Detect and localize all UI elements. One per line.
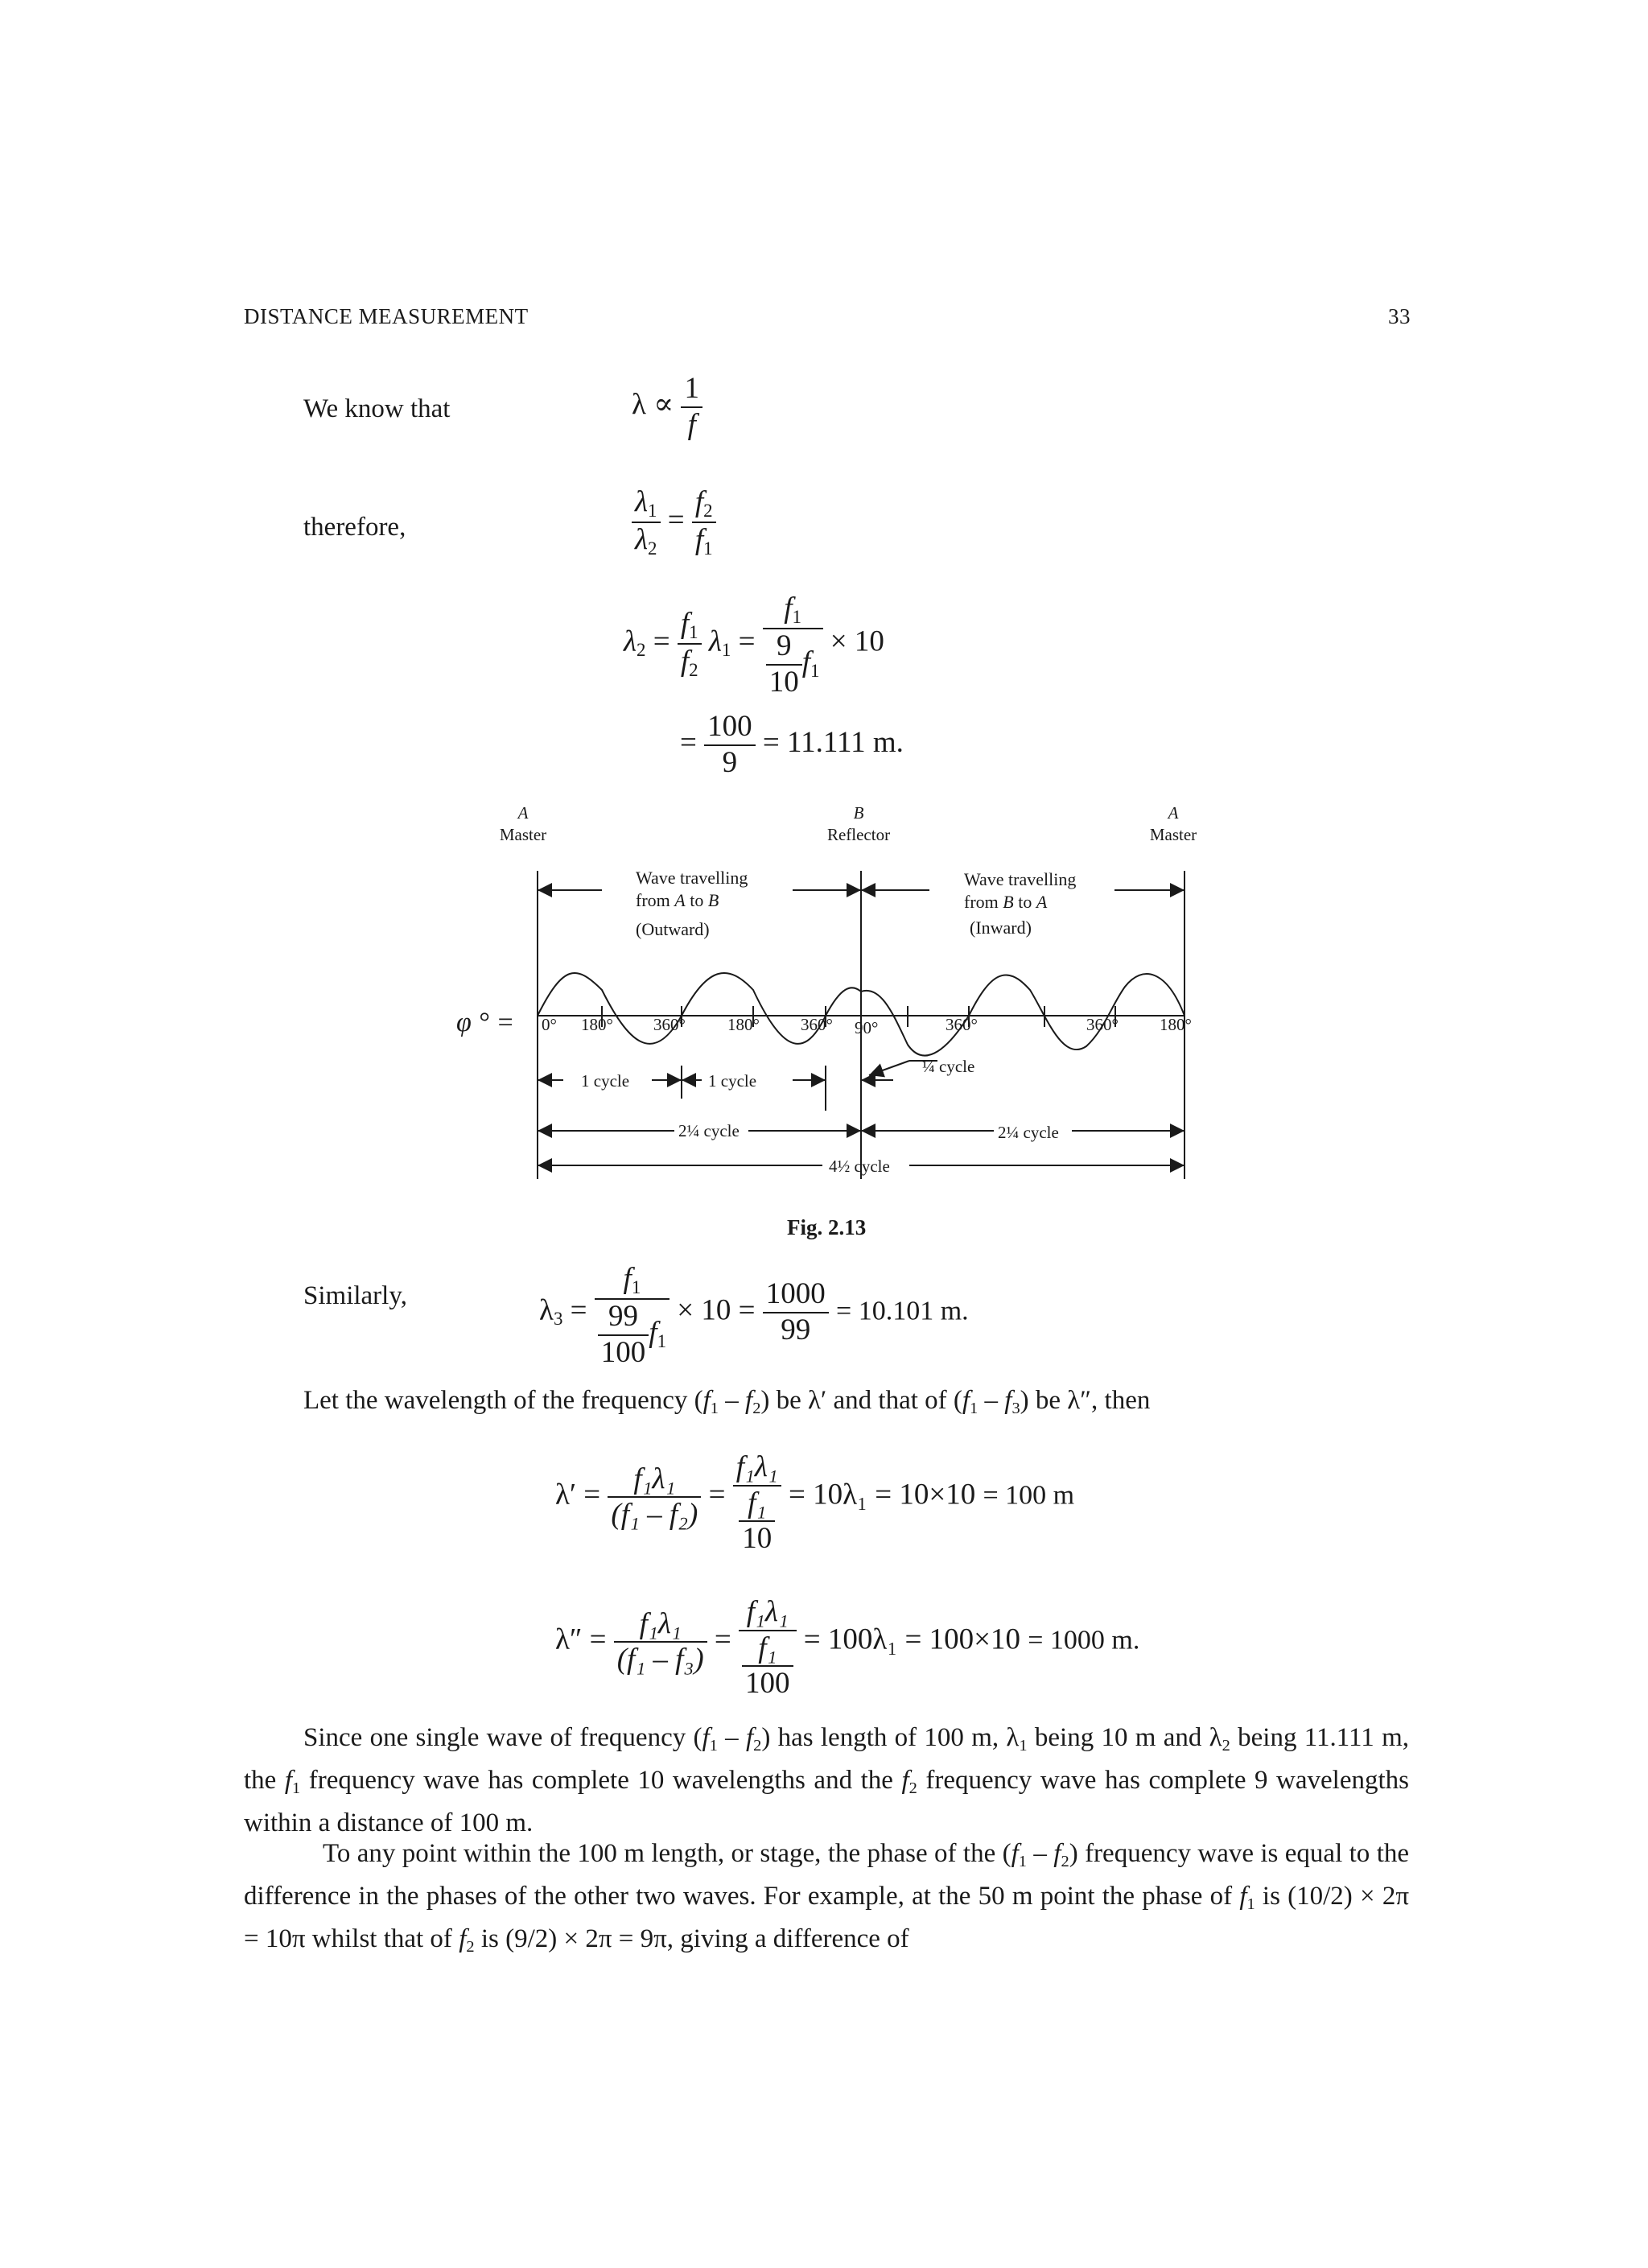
inward-line1: Wave travelling xyxy=(964,869,1077,889)
eq3-big-num-sub: 1 xyxy=(792,606,801,627)
p2-c: – xyxy=(1027,1839,1054,1868)
eq3-fn-sym: f xyxy=(680,606,690,640)
eq5-inner-frac xyxy=(598,1300,649,1370)
let-t2: – xyxy=(719,1386,746,1415)
eq3-fd-sym: f xyxy=(680,644,690,678)
eq5-times: × 10 xyxy=(677,1293,731,1327)
eq3-inner-f-sub: 1 xyxy=(810,661,820,682)
p2-hs: 2 xyxy=(466,1938,475,1957)
phase-label-360b: 360° xyxy=(801,1015,833,1034)
left-span-label: 2¼ cycle xyxy=(678,1121,740,1140)
outward-from-a: A xyxy=(674,890,686,910)
phase-label-360d: 360° xyxy=(1086,1015,1119,1034)
eq7-frac-1 xyxy=(614,1607,707,1677)
eq2-n2-sym: f xyxy=(694,485,704,518)
eq3-mid-sub: 1 xyxy=(721,640,731,661)
p2-bs: 1 xyxy=(1018,1853,1028,1871)
station-b-letter: B xyxy=(853,803,864,823)
p2-g: is (10/2) × 2π = 10π whilst that of xyxy=(244,1882,1409,1954)
outward-line1: Wave travelling xyxy=(636,868,748,888)
eq7-inner-den: 100 xyxy=(745,1667,790,1701)
let-f3: f xyxy=(962,1386,970,1415)
eq7-den2 xyxy=(739,1631,797,1701)
eq7-equals: = xyxy=(714,1623,731,1656)
quarter-pointer xyxy=(869,1061,909,1075)
eq2-n2-sub: 2 xyxy=(703,500,713,521)
eq3-inner-den: 10 xyxy=(768,665,799,699)
phase-label-90: 90° xyxy=(855,1018,879,1037)
eq6-inner-den: 10 xyxy=(742,1522,772,1556)
equation-lambda-double-prime xyxy=(555,1595,1139,1701)
equation-lambda3 xyxy=(539,1262,969,1370)
p1-f: being 10 m and λ xyxy=(1027,1723,1222,1752)
outward-line2 xyxy=(636,890,719,910)
eq7-num: f₁λ₁ xyxy=(614,1607,707,1643)
eq1-den-f: f xyxy=(687,407,696,441)
eq2-d2-sub: 1 xyxy=(703,538,713,559)
eq5-big-num-sub: 1 xyxy=(631,1276,641,1297)
p2-ds: 2 xyxy=(1061,1853,1069,1871)
inward-wave-curve xyxy=(861,974,1184,1055)
eq3-equals-1: = xyxy=(653,625,670,658)
eq6-inner-frac xyxy=(739,1487,775,1557)
eq7-num2: f₁λ₁ xyxy=(739,1595,797,1631)
let-s2: 2 xyxy=(752,1400,761,1418)
eq5-big-num-sym: f xyxy=(623,1262,632,1295)
let-t3: ) be λ′ and that of ( xyxy=(760,1386,962,1415)
eq3-big-num-sym: f xyxy=(784,592,793,625)
outward-line3: (Outward) xyxy=(636,919,710,939)
eq5-equals-1: = xyxy=(570,1293,587,1327)
equation-lambda-prime xyxy=(555,1450,1074,1557)
eq7-frac-2 xyxy=(739,1595,797,1701)
let-t4: – xyxy=(978,1386,1005,1415)
p1-es: 1 xyxy=(1019,1737,1028,1755)
phase-label-180c: 180° xyxy=(1160,1015,1192,1034)
eq5-lead: Similarly, xyxy=(303,1281,407,1310)
let-f2: f xyxy=(745,1386,753,1415)
p1-j: f xyxy=(901,1766,909,1796)
station-b-name: Reflector xyxy=(826,825,891,844)
eq5-inner-den: 100 xyxy=(600,1335,646,1369)
p1-ds: 2 xyxy=(753,1737,762,1755)
eq2-n1-sym: λ xyxy=(635,485,649,518)
let-s1: 1 xyxy=(710,1400,719,1418)
let-s4: 3 xyxy=(1011,1400,1020,1418)
eq3-inner-num: 9 xyxy=(766,629,802,666)
paragraph-since xyxy=(244,1721,1409,1841)
let-t5: ) be λ″, then xyxy=(1020,1386,1151,1415)
quarter-cycle-label: ¼ cycle xyxy=(922,1057,975,1076)
eq2-lead: therefore, xyxy=(303,513,406,542)
eq3-times: × 10 xyxy=(830,625,884,658)
eq7-inner-num: f₁ xyxy=(742,1631,793,1668)
eq1-lhs: λ ∝ xyxy=(632,388,674,422)
p2-d: f xyxy=(1053,1839,1061,1868)
let-t1: Let the wavelength of the frequency ( xyxy=(303,1386,703,1415)
page-number: 33 xyxy=(1388,304,1411,328)
eq6-frac-1 xyxy=(608,1462,701,1532)
cycle2-label: 1 cycle xyxy=(708,1071,757,1091)
eq2-d1-sym: λ xyxy=(635,523,649,557)
p1-g: being 11.111 m, the xyxy=(244,1723,1410,1796)
let-f4: f xyxy=(1004,1386,1012,1415)
phase-label-180b: 180° xyxy=(727,1015,760,1034)
phase-label-360c: 360° xyxy=(946,1015,978,1034)
p2-b: f xyxy=(1011,1839,1019,1868)
eq3-lhs-sub: 2 xyxy=(637,640,646,661)
eq2-d2-sym: f xyxy=(694,523,704,557)
let-wavelength-line xyxy=(303,1386,1150,1418)
p1-h: f xyxy=(284,1766,293,1796)
outward-to-b: B xyxy=(707,890,719,910)
p2-a: To any point within the 100 m length, or stage, the phase of the ( xyxy=(323,1839,1011,1868)
eq7-result: = 1000 m. xyxy=(1028,1625,1140,1656)
eq1-lead: We know that xyxy=(303,394,451,423)
eq5-compound-frac xyxy=(595,1262,670,1370)
eq5-den2: 99 xyxy=(781,1313,811,1346)
phase-label-180a: 180° xyxy=(581,1015,613,1034)
eq5-lhs: λ xyxy=(539,1293,554,1327)
p1-js: 2 xyxy=(908,1779,917,1798)
phase-label-360a: 360° xyxy=(653,1015,686,1034)
p1-bs: 1 xyxy=(709,1737,718,1755)
eq4-den: 9 xyxy=(722,745,738,779)
p1-d: f xyxy=(745,1723,754,1752)
eq6-result: = 100 m xyxy=(983,1480,1075,1511)
total-span-label: 4½ cycle xyxy=(829,1157,890,1176)
p1-e: ) has length of 100 m, λ xyxy=(761,1723,1020,1752)
eq5-result: = 10.101 m. xyxy=(836,1296,969,1326)
eq3-inner-f: f xyxy=(801,645,811,679)
p2-e: ) frequency wave is equal to the difference in the phases of the other two waves. For example, at the 50 m point the phase of xyxy=(244,1839,1410,1911)
eq3-equals-2: = xyxy=(738,625,756,658)
eq5-frac-2 xyxy=(763,1277,829,1347)
p1-k: frequency wave has complete 9 wavelengths within a distance of 100 m. xyxy=(244,1766,1409,1838)
cycle1-label: 1 cycle xyxy=(581,1071,630,1091)
let-f1: f xyxy=(702,1386,711,1415)
eq5-big-den xyxy=(595,1300,670,1370)
eq6-lhs: λ′ = xyxy=(555,1478,601,1511)
eq5-inner-f: f xyxy=(649,1316,657,1350)
eq4-num: 100 xyxy=(704,710,756,746)
eq5-num2: 1000 xyxy=(763,1277,829,1313)
phase-label-0: 0° xyxy=(542,1015,557,1034)
paragraph-to-any-point xyxy=(244,1837,1409,1965)
p1-a: Since one single wave of frequency ( xyxy=(303,1723,702,1752)
eq3-mid: λ xyxy=(708,625,722,658)
eq7-den: (f₁ – f₃) xyxy=(616,1643,704,1676)
eq1-num: 1 xyxy=(681,372,702,408)
eq3-fd-sub: 2 xyxy=(689,659,698,680)
eq6-num2: f₁λ₁ xyxy=(733,1450,781,1487)
eq7-lhs: λ″ = xyxy=(555,1623,607,1656)
outward-from: from xyxy=(636,890,675,910)
inward-from: from xyxy=(964,892,1003,912)
eq5-big-num xyxy=(595,1262,670,1300)
eq4-equals: = xyxy=(680,726,697,760)
eq5-lhs-sub: 3 xyxy=(553,1309,563,1330)
eq7-inner-frac xyxy=(742,1631,793,1701)
eq7-tail: = 100λ₁ = 100×10 xyxy=(803,1623,1020,1656)
p1-c: – xyxy=(717,1723,746,1752)
station-a-right-letter: A xyxy=(1168,803,1179,823)
p2-i: is (9/2) × 2π = 9π, giving a difference of xyxy=(474,1924,909,1954)
p1-i: frequency wave has complete 10 wavelengths and the xyxy=(300,1766,902,1796)
inward-from-b: B xyxy=(1003,892,1014,912)
running-header: DISTANCE MEASUREMENT xyxy=(244,304,529,328)
inward-to-a: A xyxy=(1036,892,1048,912)
eq3-lhs: λ xyxy=(624,625,637,658)
p1-fs: 2 xyxy=(1222,1737,1230,1755)
eq6-equals: = xyxy=(708,1478,726,1511)
figure-caption: Fig. 2.13 xyxy=(787,1215,867,1239)
p2-fs: 1 xyxy=(1246,1895,1255,1914)
eq5-inner-num: 99 xyxy=(598,1300,649,1336)
station-a-right-name: Master xyxy=(1149,825,1197,844)
station-a-left-name: Master xyxy=(499,825,547,844)
right-span-label: 2¼ cycle xyxy=(998,1123,1059,1142)
eq6-inner-num: f₁ xyxy=(739,1487,775,1523)
eq6-den2 xyxy=(733,1487,781,1557)
eq6-num: f₁λ₁ xyxy=(608,1462,701,1499)
eq6-tail: = 10λ₁ = 10×10 xyxy=(789,1478,976,1511)
station-a-left-letter: A xyxy=(517,803,529,823)
eq4-result: = 11.111 m. xyxy=(762,726,904,760)
p1-hs: 1 xyxy=(292,1779,301,1798)
outward-to: to xyxy=(685,890,708,910)
eq3-fn-sub: 1 xyxy=(689,621,698,642)
eq2-d1-sub: 2 xyxy=(648,538,657,559)
inward-line3: (Inward) xyxy=(970,918,1032,938)
inward-to: to xyxy=(1013,892,1036,912)
inward-line2 xyxy=(964,892,1048,912)
p2-f: f xyxy=(1239,1882,1247,1911)
eq5-equals-2: = xyxy=(738,1293,756,1327)
p1-b: f xyxy=(702,1723,710,1752)
eq2-n1-sub: 1 xyxy=(648,500,657,521)
eq6-den: (f₁ – f₂) xyxy=(611,1498,698,1532)
eq6-frac-2 xyxy=(733,1450,781,1557)
phi-label: φ ° = xyxy=(456,1008,515,1037)
eq2-equals: = xyxy=(667,503,685,537)
eq5-inner-f-sub: 1 xyxy=(657,1331,667,1352)
p2-h: f xyxy=(459,1924,467,1954)
let-s3: 1 xyxy=(970,1400,978,1418)
